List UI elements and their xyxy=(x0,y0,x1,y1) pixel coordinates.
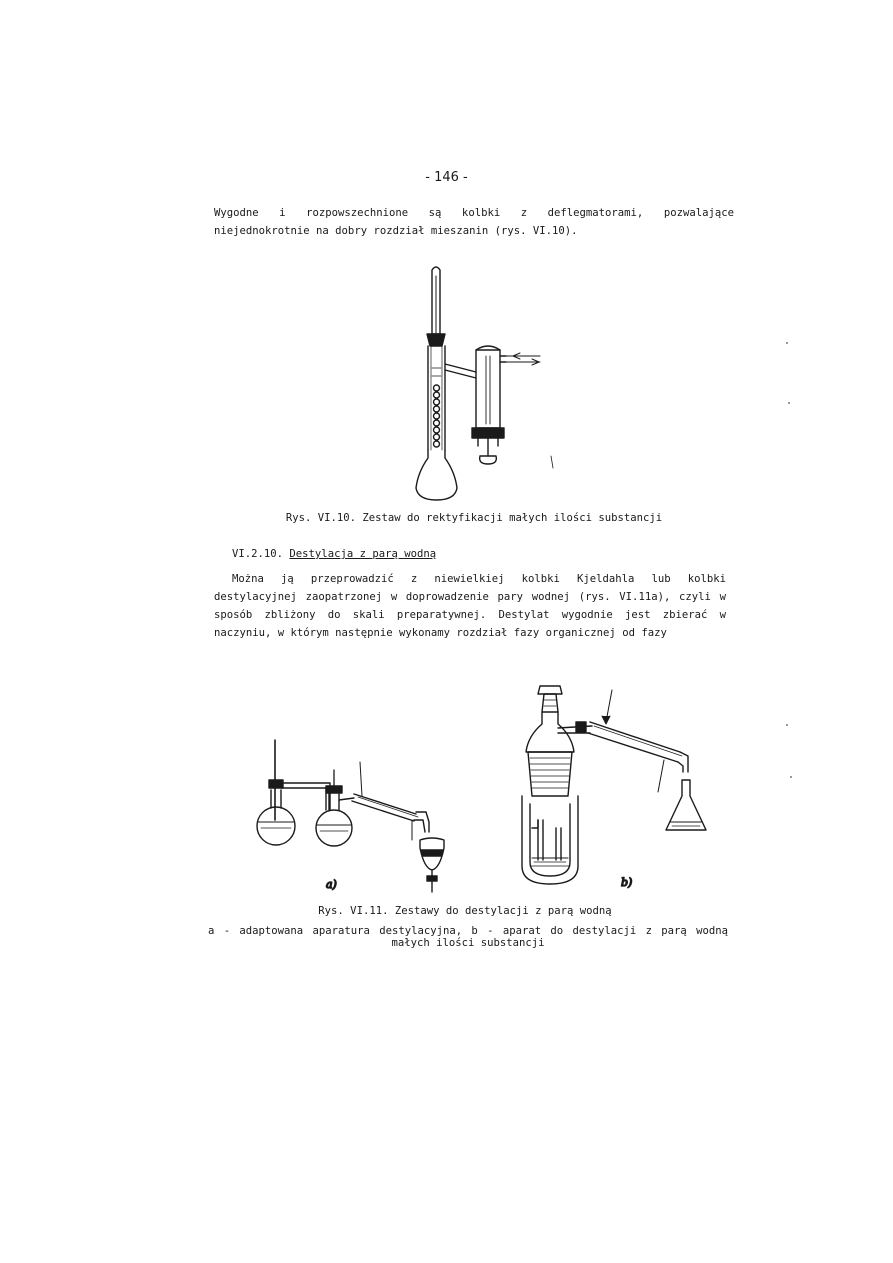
figure-label-a: a) xyxy=(326,878,337,891)
scan-speck xyxy=(786,724,788,726)
figure-vi10-caption: Rys. VI.10. Zestaw do rektyfikacji małych ilości substancji xyxy=(285,512,663,524)
separatory-funnel-drawing xyxy=(420,838,444,892)
scan-speck xyxy=(788,402,790,404)
steam-generator-flask-drawing xyxy=(257,740,295,845)
erlenmeyer-receiver-drawing xyxy=(666,780,706,830)
small-condenser-drawing xyxy=(472,346,553,468)
section-number: VI.2.10. xyxy=(232,548,284,560)
section-title: Destylacja z parą wodną xyxy=(289,548,437,560)
section-heading xyxy=(232,548,436,560)
figure-vi11-subcaption: a - adaptowana aparatura destylacyjna, b - aparat do destylacji z parą wodną małych ilości substancji xyxy=(208,925,728,949)
inner-tube-drawing xyxy=(530,804,570,876)
figure-label-b: b) xyxy=(621,876,633,889)
side-arm-joint-drawing xyxy=(576,722,586,732)
liebig-condenser-b-drawing xyxy=(588,690,688,792)
distillation-flask-drawing xyxy=(316,770,352,846)
intro-paragraph: Wygodne i rozpowszechnione są kolbki z deflegmatorami, pozwalające niejednokrotnie na dobry rozdział mieszanin (rys. VI.10). xyxy=(214,207,734,237)
figure-vi11b-small-scale-apparatus xyxy=(522,686,706,889)
scan-speck xyxy=(790,776,792,778)
section-paragraph: Można ją przeprowadzić z niewielkiej kolbki Kjeldahla lub kolbki destylacyjnej zaopatrzonej w doprowadzenie pary wodnej (rys. VI.11a), czyli w sposób zbliżony do skali preparatywnej. Destylat wygodnie jest zbierać w naczyniu, w którym następnie wykonamy rozdział fazy organicznej od fazy xyxy=(214,573,726,639)
thermometer-drawing xyxy=(432,267,440,334)
steam-tube-drawing xyxy=(282,783,330,810)
side-arm-drawing xyxy=(445,364,476,378)
page-number: - 146 - xyxy=(425,170,468,185)
figure-vi11a-adapted-apparatus xyxy=(257,740,444,892)
figure-vi10-rectification-apparatus xyxy=(416,267,553,500)
top-stopper-drawing xyxy=(427,334,445,346)
scan-speck xyxy=(786,342,788,344)
ground-joint-drawing xyxy=(528,752,572,796)
pear-flask-drawing xyxy=(416,450,457,500)
figure-vi11-caption: Rys. VI.11. Zestawy do destylacji z parą wodną xyxy=(318,905,612,917)
fractionating-column-drawing xyxy=(428,346,445,450)
still-head-drawing xyxy=(526,712,574,752)
ground-glass-stopper-drawing xyxy=(538,686,562,712)
